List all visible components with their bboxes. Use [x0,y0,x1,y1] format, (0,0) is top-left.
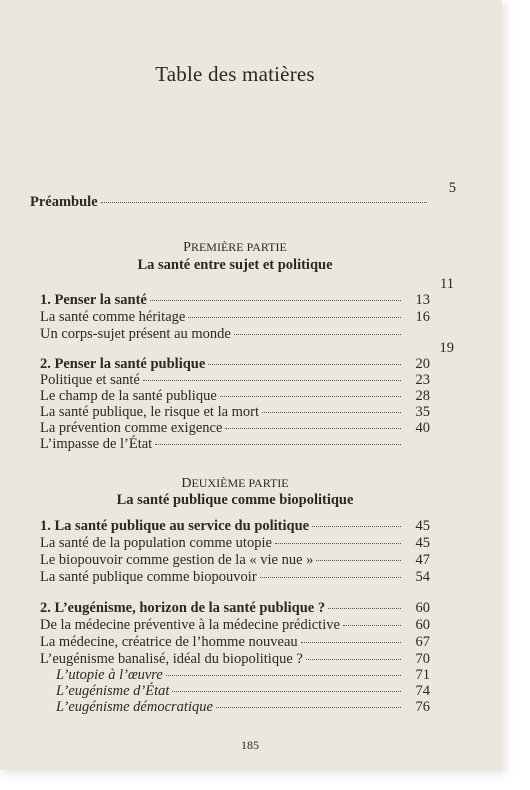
toc-label: 1. La santé publique au service du politique [40,518,310,534]
toc-label: 1. Penser la santé [40,292,147,308]
toc-section [40,651,430,668]
toc-label: 2. Penser la santé publique [40,356,206,372]
toc-page: 54 [415,569,430,585]
toc-label: Préambule [30,194,98,210]
toc-section [40,309,430,326]
toc-page: 45 [415,518,430,534]
toc-section [40,569,430,586]
toc-chapter [40,356,430,373]
toc-chapter [40,292,430,309]
dot-leader [225,428,401,429]
toc-section [40,634,430,651]
toc-page: 45 [415,535,430,551]
toc-chapter [40,518,430,535]
toc-page: 76 [415,699,430,715]
toc-section [40,617,430,634]
toc-section [40,436,430,453]
toc-label: Un corps-sujet présent au monde [40,326,231,342]
toc-page: 19 [439,340,454,356]
dot-leader [188,317,401,318]
toc-label: La santé publique comme biopouvoir [40,569,257,585]
part-label: DEUXIÈME PARTIE [181,476,289,491]
toc-label: L’impasse de l’État [40,436,153,452]
toc-label: De la médecine préventive à la médecine prédictive [40,617,340,633]
toc-page: 67 [415,634,430,650]
toc-section [40,326,430,343]
toc-label: La santé de la population comme utopie [40,535,272,551]
toc-label: La prévention comme exigence [40,420,223,436]
dot-leader [306,659,401,660]
toc-section [40,388,430,405]
toc-label: 2. L’eugénisme, horizon de la santé publique ? [40,600,326,616]
page-number: 185 [241,738,259,752]
toc-page: 74 [415,683,430,699]
toc-entry-preamble [30,180,456,211]
toc-subsection [56,667,430,684]
toc-label: L’utopie à l’œuvre [56,667,163,683]
toc-page: 60 [415,600,430,616]
dot-leader [150,300,401,301]
toc-page: 47 [415,552,430,568]
toc-label: Le biopouvoir comme gestion de la « vie nue » [40,552,314,568]
dot-leader [172,691,401,692]
toc-label: L’eugénisme démocratique [56,699,213,715]
toc-page: 20 [415,356,430,372]
toc-page: 35 [415,404,430,420]
toc-page: 40 [415,420,430,436]
toc-page: 13 [415,292,430,308]
toc-section [40,372,430,389]
toc-page: 23 [415,372,430,388]
toc-section [40,420,430,437]
toc-page: 28 [415,388,430,404]
dot-leader [343,625,401,626]
toc-chapter [40,600,430,617]
dot-leader [328,608,401,609]
toc-subsection [56,683,430,700]
toc-section [40,535,430,552]
toc-page: 5 [448,180,456,196]
dot-leader [234,334,401,335]
dot-leader [262,412,401,413]
part-label: PREMIÈRE PARTIE [183,240,287,255]
toc-label: L’eugénisme d’État [56,683,170,699]
dot-leader [101,202,427,203]
dot-leader [301,642,401,643]
dot-leader [208,364,401,365]
toc-page: 70 [415,651,430,667]
dot-leader [312,526,401,527]
toc-page: 60 [415,617,430,633]
toc-label: La santé publique, le risque et la mort [40,404,260,420]
part-title: La santé entre sujet et politique [137,257,333,273]
page-title: Table des matières [155,62,315,86]
toc-label: La médecine, créatrice de l’homme nouveau [40,634,298,650]
toc-subsection [56,699,430,716]
toc-section [40,404,430,421]
toc-label: La santé comme héritage [40,309,186,325]
toc-label: L’eugénisme banalisé, idéal du biopolitique ? [40,651,303,667]
toc-page: 11 [440,276,454,292]
toc-label: Politique et santé [40,372,140,388]
toc-section [40,552,430,569]
toc-page: 71 [415,667,430,683]
dot-leader [260,577,401,578]
toc-page: 16 [415,309,430,325]
dot-leader [220,396,401,397]
dot-leader [316,560,401,561]
part-title: La santé publique comme biopolitique [116,492,354,508]
dot-leader [216,707,401,708]
dot-leader [166,675,401,676]
dot-leader [155,444,401,445]
toc-label: Le champ de la santé publique [40,388,217,404]
dot-leader [143,380,401,381]
dot-leader [275,543,401,544]
